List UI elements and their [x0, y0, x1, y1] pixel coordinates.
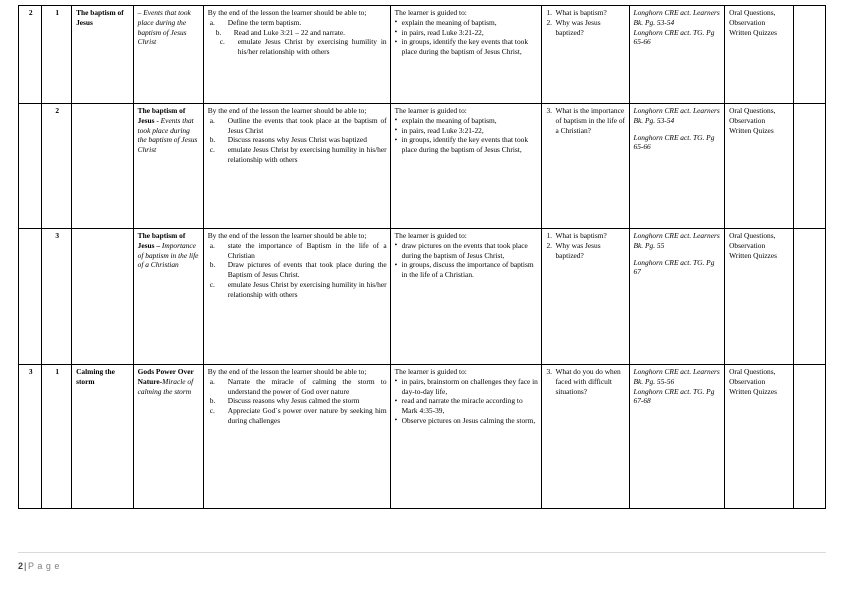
outcome-text: emulate Jesus Christ by exercising humility in his/her relationship with others — [227, 279, 387, 299]
key-question-number: 2. — [546, 17, 552, 27]
experience-item — [395, 116, 539, 126]
key-question-number: 1. — [546, 231, 552, 240]
outcome-text: Draw pictures of events that took place during the Baptism of Jesus Christ. — [227, 260, 387, 280]
outcome-item — [208, 280, 387, 300]
outcome-item — [208, 37, 387, 57]
outcome-text: Discuss reasons why Jesus Christ was baptized — [227, 135, 367, 145]
resource-item: Longhorn CRE act. TG. Pg 67-68 — [633, 386, 715, 406]
experiences-list — [395, 116, 539, 155]
outcome-text: state the importance of Baptism in the life of a Christian — [227, 240, 387, 260]
experience-item — [395, 28, 539, 38]
assessment-item: Oral Questions, — [729, 367, 776, 376]
outcomes-list — [208, 116, 387, 165]
outcome-item — [208, 28, 387, 38]
key-question-item — [546, 231, 625, 241]
cell-learning-experiences — [390, 229, 542, 365]
footer-divider — [18, 552, 826, 553]
key-question-text: What is baptism? — [555, 8, 607, 17]
cell-strand — [72, 229, 134, 365]
substrand-title: Gods Power Over Nature- — [137, 367, 194, 386]
scheme-of-work-table — [18, 5, 826, 509]
key-question-text: What is the importance of baptism in the life of a Christian? — [555, 106, 626, 135]
resource-item: Longhorn CRE act. TG. Pg 65-66 — [633, 132, 715, 152]
outcome-marker: c. — [219, 37, 225, 47]
experience-text: Observe pictures on Jesus calming the storm, — [401, 415, 536, 425]
outcome-marker: a. — [209, 376, 215, 386]
key-question-number: 2. — [546, 240, 552, 250]
outcome-marker: a. — [209, 17, 215, 27]
substrand-description: Importance of baptism in the life of a Christian — [137, 240, 199, 270]
key-questions-list — [546, 106, 625, 135]
key-question-number: 1. — [546, 8, 552, 17]
resource-item: Longhorn CRE act. TG. Pg 67 — [633, 257, 715, 277]
bullet-icon: • — [394, 415, 398, 425]
bullet-icon: • — [394, 240, 398, 250]
outcome-marker: b. — [215, 27, 222, 37]
key-question-item — [546, 241, 625, 261]
bullet-icon: • — [394, 125, 398, 135]
outcome-item — [208, 241, 387, 261]
outcome-text: Narrate the miracle of calming the storm to understand the power of God over nature — [227, 376, 387, 396]
outcome-marker: c. — [209, 279, 215, 289]
experience-item — [395, 241, 539, 261]
cell-assessment — [725, 104, 794, 229]
outcome-text: emulate Jesus Christ by exercising humility in his/her relationship with others — [237, 37, 387, 57]
outcomes-lead: By the end of the lesson the learner should be able to; — [207, 231, 367, 240]
outcome-marker: c. — [209, 145, 215, 155]
key-question-text: What is baptism? — [555, 231, 607, 240]
cell-week: 3 — [19, 365, 42, 509]
experience-item — [395, 135, 539, 155]
key-question-text: Why was Jesus baptized? — [555, 17, 601, 37]
table-row — [19, 104, 826, 229]
key-question-number: 3. — [546, 106, 552, 115]
experience-text: in groups, discuss the importance of baptism in the life of a Christian. — [401, 260, 534, 280]
assessment-item: Written Quizes — [729, 125, 774, 135]
substrand-title: The baptism of Jesus – — [137, 231, 186, 250]
resource-spacer — [634, 251, 722, 258]
assessment-item: Written Quizzes — [729, 250, 777, 260]
experiences-list — [395, 377, 539, 426]
outcome-item — [208, 406, 387, 426]
outcome-item — [208, 377, 387, 397]
cell-reflection — [794, 104, 826, 229]
outcomes-lead: By the end of the lesson the learner should be able to; — [207, 106, 367, 115]
experiences-lead: The learner is guided to: — [394, 106, 467, 115]
cell-assessment — [725, 6, 794, 104]
key-questions-list — [546, 231, 625, 260]
cell-key-questions — [542, 229, 629, 365]
outcome-text: Discuss reasons why Jesus calmed the storm — [227, 396, 360, 406]
outcome-marker: a. — [209, 115, 215, 125]
resource-item: Longhorn CRE act. TG. Pg 65-66 — [633, 27, 715, 47]
outcome-text: Define the term baptism. — [227, 17, 302, 27]
key-question-item — [546, 106, 625, 135]
cell-learning-experiences — [390, 365, 542, 509]
key-question-text: Why was Jesus baptized? — [555, 240, 601, 260]
outcome-item — [208, 135, 387, 145]
outcome-marker: b. — [209, 135, 216, 145]
cell-assessment — [725, 229, 794, 365]
outcome-item — [208, 18, 387, 28]
cell-week — [19, 229, 42, 365]
cell-lesson: 2 — [42, 104, 72, 229]
experience-text: read and narrate the miracle according to Mark 4:35-39, — [401, 396, 523, 416]
experience-text: explain the meaning of baptism, — [401, 17, 497, 27]
outcome-text: Outline the events that took place at the baptism of Jesus Christ — [227, 115, 387, 135]
experience-text: in groups, identify the key events that took place during the baptism of Jesus Christ, — [401, 135, 529, 155]
bullet-icon: • — [394, 115, 398, 125]
assessment-item: Written Quizzes — [729, 27, 777, 37]
outcomes-lead: By the end of the lesson the learner should be able to; — [207, 8, 367, 17]
outcome-marker: c. — [209, 406, 215, 416]
key-questions-list — [546, 8, 625, 37]
substrand-description: – Events that took place during the baptism of Jesus Christ — [137, 8, 191, 47]
assessment-item: Written Quizzes — [729, 386, 777, 396]
experience-text: in pairs, read Luke 3:21-22, — [401, 125, 484, 135]
outcomes-list — [208, 377, 387, 426]
assessment-item: Observation — [729, 376, 766, 386]
experience-item — [395, 416, 539, 426]
cell-assessment — [725, 365, 794, 509]
cell-lesson: 1 — [42, 6, 72, 104]
outcome-item — [208, 145, 387, 165]
key-questions-list — [546, 367, 625, 396]
resource-spacer — [634, 126, 722, 133]
cell-reflection — [794, 365, 826, 509]
cell-learning-outcomes — [203, 104, 390, 229]
experience-item — [395, 260, 539, 280]
assessment-item: Oral Questions, — [729, 106, 776, 115]
cell-key-questions — [542, 104, 629, 229]
bullet-icon: • — [394, 36, 398, 46]
outcome-marker: b. — [209, 396, 216, 406]
key-question-number: 3. — [546, 367, 552, 376]
experience-item — [395, 377, 539, 397]
cell-learning-resources — [629, 229, 725, 365]
outcome-text: Appreciate God`s power over nature by seeking him during challenges — [227, 406, 387, 425]
outcome-item — [208, 116, 387, 136]
experience-text: in pairs, brainstorm on challenges they face in day-to-day life, — [401, 376, 538, 396]
cell-strand: Calming the storm — [72, 365, 134, 509]
experience-item — [395, 18, 539, 28]
resource-item: Longhorn CRE act. Learners Bk. Pg. 55-56 — [633, 367, 720, 386]
cell-learning-outcomes — [203, 229, 390, 365]
cell-key-questions — [542, 365, 629, 509]
substrand-description: Miracle of calming the storm — [137, 376, 194, 396]
substrand-description: Events that took place during the baptism of Jesus Christ — [137, 115, 198, 155]
table-body — [19, 6, 826, 509]
experiences-lead: The learner is guided to: — [394, 8, 467, 17]
bullet-icon: • — [394, 27, 398, 37]
experience-item — [395, 37, 539, 57]
key-question-item — [546, 8, 625, 18]
bullet-icon: • — [394, 134, 398, 144]
cell-strand: The baptism of Jesus — [72, 6, 134, 104]
experience-text: in groups, identify the key events that took place during the baptism of Jesus Christ, — [401, 37, 529, 57]
assessment-item: Oral Questions, — [729, 8, 776, 17]
cell-substrand — [133, 229, 203, 365]
outcome-marker: b. — [209, 260, 216, 270]
bullet-icon: • — [394, 376, 398, 386]
outcome-item — [208, 396, 387, 406]
outcomes-lead: By the end of the lesson the learner should be able to; — [207, 367, 367, 376]
cell-learning-resources — [629, 104, 725, 229]
cell-substrand — [133, 104, 203, 229]
cell-reflection — [794, 229, 826, 365]
experiences-lead: The learner is guided to: — [394, 367, 467, 376]
experiences-lead: The learner is guided to: — [394, 231, 467, 240]
cell-learning-resources — [629, 365, 725, 509]
experience-item — [395, 396, 539, 416]
footer-page-label: P a g e — [28, 561, 60, 571]
outcome-item — [208, 260, 387, 280]
resource-item: Longhorn CRE act. Learners Bk. Pg. 55 — [633, 231, 720, 250]
cell-learning-resources — [629, 6, 725, 104]
bullet-icon: • — [394, 395, 398, 405]
bullet-icon: • — [394, 17, 398, 27]
key-question-item — [546, 367, 625, 396]
resource-item: Longhorn CRE act. Learners Bk. Pg. 53-54 — [633, 8, 720, 27]
assessment-item: Observation — [729, 17, 766, 27]
outcomes-list — [208, 241, 387, 300]
cell-substrand — [133, 365, 203, 509]
assessment-item: Observation — [729, 115, 766, 125]
experience-text: in pairs, read Luke 3:21-22, — [401, 27, 484, 37]
outcome-marker: a. — [209, 240, 215, 250]
outcome-text: Read and Luke 3:21 – 22 and narrate. — [233, 27, 345, 37]
experience-text: explain the meaning of baptism, — [401, 115, 497, 125]
substrand-title: The baptism of Jesus - — [137, 106, 186, 125]
footer-page-number: 2 — [18, 561, 24, 571]
cell-learning-experiences — [390, 6, 542, 104]
cell-substrand — [133, 6, 203, 104]
cell-learning-experiences — [390, 104, 542, 229]
key-question-text: What do you do when faced with difficult situations? — [555, 367, 621, 396]
key-question-item — [546, 18, 625, 38]
bullet-icon: • — [394, 259, 398, 269]
experiences-list — [395, 18, 539, 57]
outcomes-list — [208, 18, 387, 57]
cell-key-questions — [542, 6, 629, 104]
experience-text: draw pictures on the events that took place during the baptism of Jesus Christ, — [401, 240, 528, 260]
experiences-list — [395, 241, 539, 280]
cell-lesson: 3 — [42, 229, 72, 365]
cell-week: 2 — [19, 6, 42, 104]
assessment-item: Oral Questions, — [729, 231, 776, 240]
cell-learning-outcomes — [203, 365, 390, 509]
cell-reflection — [794, 6, 826, 104]
page-footer — [18, 561, 60, 571]
table-row — [19, 365, 826, 509]
cell-learning-outcomes — [203, 6, 390, 104]
cell-strand — [72, 104, 134, 229]
resource-item: Longhorn CRE act. Learners Bk. Pg. 53-54 — [633, 106, 720, 125]
table-row — [19, 6, 826, 104]
cell-week — [19, 104, 42, 229]
assessment-item: Observation — [729, 240, 766, 250]
table-row — [19, 229, 826, 365]
cell-lesson: 1 — [42, 365, 72, 509]
outcome-text: emulate Jesus Christ by exercising humility in his/her relationship with others — [227, 145, 387, 164]
experience-item — [395, 126, 539, 136]
footer-separator: | — [24, 561, 28, 571]
